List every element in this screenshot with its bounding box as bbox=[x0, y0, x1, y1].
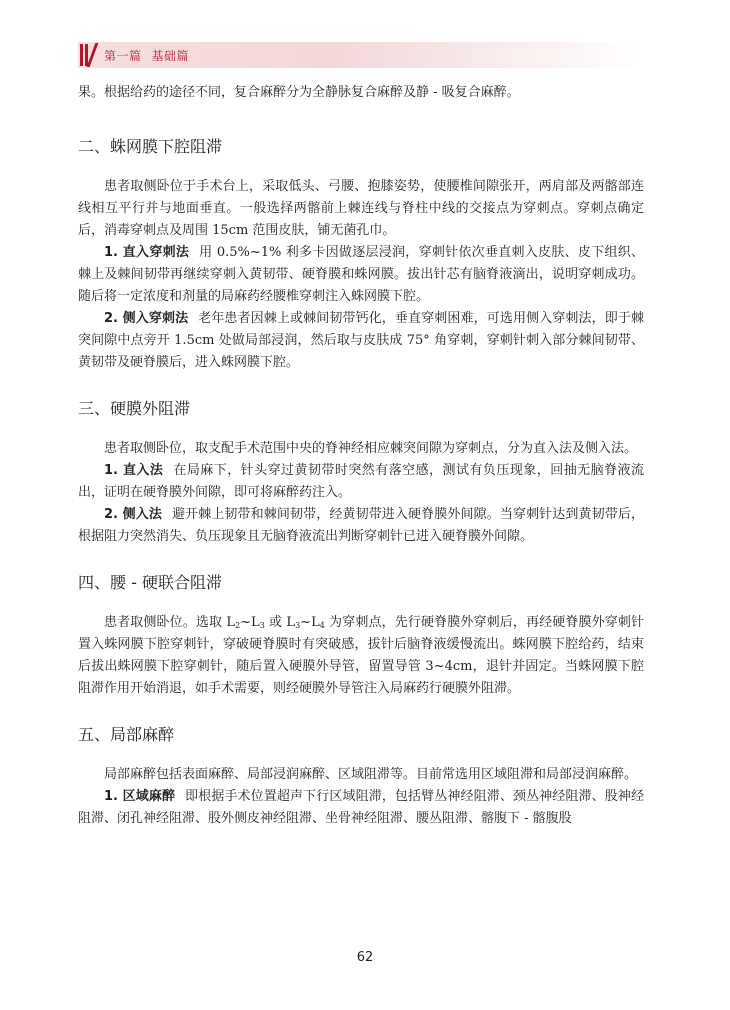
method-2-text: 避开棘上韧带和棘间韧带，经黄韧带进入硬脊膜外间隙。当穿刺针达到黄韧带后，根据阻力突然消失、负压现象且无脑脊液流出判断穿刺针已进入硬脊膜外间隙。 bbox=[78, 507, 644, 544]
intro-tail-paragraph: 果。根据给药的途径不同，复合麻醉分为全静脉复合麻醉及静 - 吸复合麻醉。 bbox=[78, 85, 520, 100]
method-2-text: 老年患者因棘上或棘间韧带钙化，垂直穿刺困难，可选用侧入穿刺法，即于棘突间隙中点旁开 1.5cm 处做局部浸润，然后取与皮肤成 75° 角穿刺，穿刺针刺入部分棘间韧带、黄韧带及硬脊膜后，进入蛛网膜下腔。 bbox=[78, 311, 644, 370]
method-1-text: 即根据手术位置超声下行区域阻滞，包括臂丛神经阻滞、颈丛神经阻滞、股神经阻滞、闭孔神经阻滞、股外侧皮神经阻滞、坐骨神经阻滞、腰丛阻滞、髂腹下 - 髂腹股 bbox=[78, 789, 644, 826]
section-2-heading: 二、蛛网膜下腔阻滞 bbox=[78, 137, 223, 156]
header-section: 基础篇 bbox=[151, 48, 190, 63]
section-3-method-1 bbox=[78, 460, 644, 504]
section-2-paragraph: 患者取侧卧位于手术台上，采取低头、弓腰、抱膝姿势，使腰椎间隙张开，两肩部及两髂部连线相互平行并与地面垂直。一般选择两髂前上棘连线与脊柱中线的交接点为穿刺点。穿刺点确定后，消毒穿刺点及周围 15cm 范围皮肤，铺无菌孔巾。 bbox=[78, 179, 644, 238]
section-3-method-2 bbox=[78, 504, 644, 548]
header-logo-mark bbox=[78, 42, 100, 68]
method-1-label: 1. 直入穿刺法 bbox=[104, 245, 190, 260]
page-body bbox=[78, 82, 644, 830]
method-1-text: 用 0.5%~1% 利多卡因做逐层浸润，穿刺针依次垂直刺入皮肤、皮下组织、棘上及棘间韧带再继续穿刺入黄韧带、硬脊膜和蛛网膜。拔出针芯有脑脊液滴出，说明穿刺成功。随后将一定浓度和剂量的局麻药经腰椎穿刺注入蛛网膜下腔。 bbox=[78, 245, 644, 304]
header-text bbox=[104, 47, 189, 64]
method-2-label: 2. 侧入穿刺法 bbox=[104, 311, 189, 326]
section-5-method-1 bbox=[78, 786, 644, 830]
method-2-label: 2. 侧入法 bbox=[104, 507, 162, 522]
running-header bbox=[78, 42, 644, 68]
section-4-heading: 四、腰 - 硬联合阻滞 bbox=[78, 573, 222, 592]
section-3-heading: 三、硬膜外阻滞 bbox=[78, 399, 191, 418]
section-5-heading: 五、局部麻醉 bbox=[78, 725, 175, 744]
method-1-text: 在局麻下，针头穿过黄韧带时突然有落空感，测试有负压现象，回抽无脑脊液流出，证明在硬脊膜外间隙，即可将麻醉药注入。 bbox=[78, 463, 644, 500]
method-1-label: 1. 直入法 bbox=[104, 463, 164, 478]
section-5-paragraph: 局部麻醉包括表面麻醉、局部浸润麻醉、区域阻滞等。目前常选用区域阻滞和局部浸润麻醉。 bbox=[104, 767, 638, 782]
section-4-paragraph: 患者取侧卧位。选取 $L_2\sim L_3$ 或 $L_3\sim L_4$ 为穿刺点，先行硬脊膜外穿刺后，再经硬脊膜外穿刺针置入蛛网膜下腔穿刺针，穿破硬脊膜时有突破感，拔针后脑脊液缓慢流出。蛛网膜下腔给药，结束后拔出蛛网膜下腔穿刺针，随后置入硬膜外导管，留置导管 3~4cm，退针并固定。当蛛网膜下腔阻滞作用开始消退，如手术需要，则经硬膜外导管注入局麻药行硬膜外阻滞。 bbox=[78, 615, 645, 696]
page-number: 62 bbox=[356, 950, 374, 965]
section-3-paragraph: 患者取侧卧位，取支配手术范围中央的脊神经相应棘突间隙为穿刺点，分为直入法及侧入法。 bbox=[104, 441, 638, 456]
section-2-method-1 bbox=[78, 242, 644, 308]
section-2-method-2 bbox=[78, 308, 644, 374]
method-1-label: 1. 区域麻醉 bbox=[104, 789, 176, 804]
header-part: 第一篇 bbox=[104, 48, 142, 63]
